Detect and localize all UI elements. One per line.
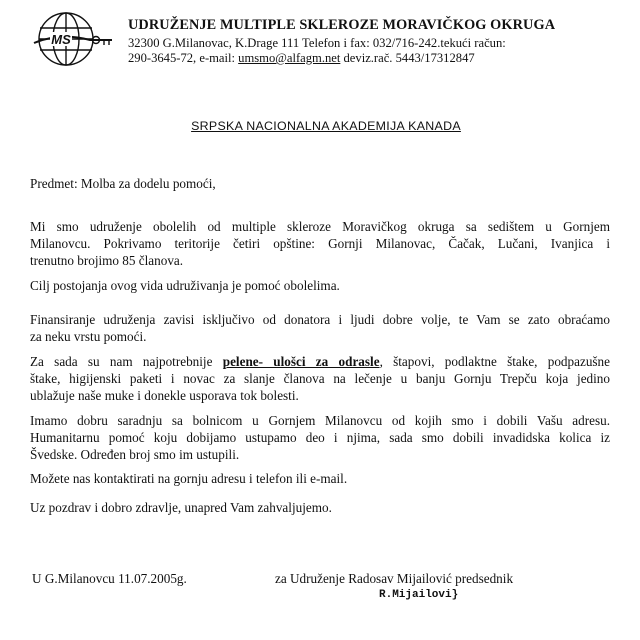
needs-emphasis: pelene- ulošci za odrasle bbox=[222, 354, 380, 369]
paragraph-line: Humanitarnu pomoć koju dobijamo ustupamo deo i njima, sada smo dobili invadidska kolica iz bbox=[30, 430, 610, 445]
paragraph-cooperation bbox=[30, 412, 610, 463]
account-prefix: 290-3645-72, e-mail: bbox=[128, 51, 239, 65]
paragraph-contact: Možete nas kontaktirati na gornju adresu i telefon ili e-mail. bbox=[30, 471, 348, 486]
paragraph-funding bbox=[30, 311, 610, 345]
paragraph-line: Milanovcu. Pokrivamo teritorije četiri opštine: Gornji Milanovac, Čačak, Lučani, Ivanjica i bbox=[30, 236, 610, 251]
paragraph-goal: Cilj postojanja ovog vida udruživanja je pomoć obolelima. bbox=[30, 278, 340, 293]
paragraph-intro bbox=[30, 218, 610, 269]
subject-line: Predmet: Molba za dodelu pomoći, bbox=[30, 176, 216, 191]
signature-line: za Udruženje Radosav Mijailović predsednik bbox=[275, 571, 514, 586]
paragraph-greeting: Uz pozdrav i dobro zdravlje, unapred Vam zahvaljujemo. bbox=[30, 500, 332, 515]
needs-text-after: , štapovi, podlaktne štake, podpazušne bbox=[379, 354, 610, 369]
organization-name: UDRUŽENJE MULTIPLE SKLEROZE MORAVIČKOG OKRUGA bbox=[128, 17, 556, 33]
recipient-heading: SRPSKA NACIONALNA AKADEMIJA KANADA bbox=[191, 119, 461, 133]
paragraph-line: za neku vrstu pomoći. bbox=[30, 329, 147, 344]
globe-logo-icon bbox=[30, 10, 116, 68]
account-suffix: deviz.rač. 5443/17312847 bbox=[340, 51, 475, 65]
paragraph-needs bbox=[30, 353, 610, 404]
signature-name: R.Mijailovi} bbox=[379, 589, 459, 601]
logo-text: MS bbox=[51, 32, 71, 47]
paragraph-line: Švedske. Određen broj smo im ustupili. bbox=[30, 447, 240, 462]
paragraph-line: štake, higijenski paketi i novac za slanje članova na lečenje u banju Gornju Trepču koja jedino bbox=[30, 371, 610, 386]
account-line bbox=[128, 51, 475, 66]
paragraph-line bbox=[30, 353, 610, 370]
paragraph-line: Imamo dobru saradnju sa bolnicom u Gornjem Milanovcu od kojih smo i dobili Vašu adresu. bbox=[30, 413, 610, 428]
email-link[interactable]: umsmo@alfagm.net bbox=[238, 51, 341, 65]
paragraph-line: Mi smo udruženje obolelih od multiple skleroze Moravičkog okruga sa sedištem u Gornjem bbox=[30, 219, 610, 234]
needs-text-before: Za sada su nam najpotrebnije bbox=[30, 354, 223, 369]
paragraph-line: trenutno brojimo 85 članova. bbox=[30, 253, 184, 268]
place-date: U G.Milanovcu 11.07.2005g. bbox=[32, 571, 187, 586]
address-line: 32300 G.Milanovac, K.Drage 111 Telefon i fax: 032/716-242.tekući račun: bbox=[128, 36, 506, 50]
paragraph-line: ublažuje naše muke i donekle usporava tok bolesti. bbox=[30, 388, 299, 403]
paragraph-line: Finansiranje udruženja zavisi isključivo od donatora i ljudi dobre volje, te Vam se zato obraćamo bbox=[30, 312, 610, 327]
